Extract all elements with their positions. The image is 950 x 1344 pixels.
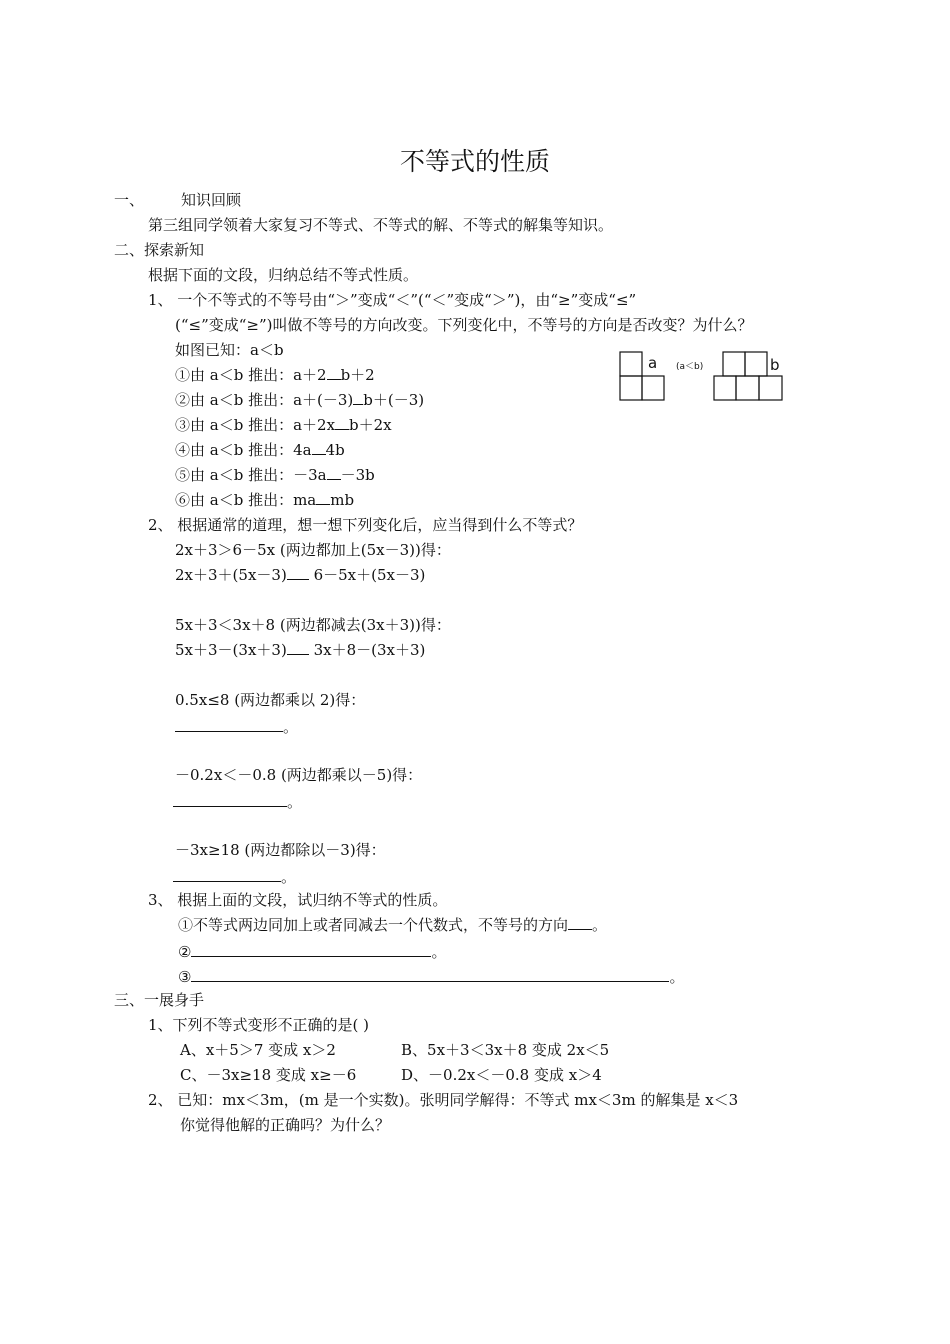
answer-line[interactable]: [173, 790, 287, 807]
page-title: 不等式的性质: [399, 147, 550, 176]
q2-expr-3-answer: 。: [175, 715, 298, 737]
answer-line[interactable]: [175, 715, 283, 732]
answer-blank[interactable]: [312, 440, 326, 455]
answer-line[interactable]: [173, 865, 281, 882]
block-a-bottom-right: [642, 376, 664, 400]
s3-q1-text: 1、下列不等式变形不正确的是( ): [148, 1016, 370, 1034]
figure-label-a: a: [648, 354, 658, 372]
answer-blank[interactable]: [568, 915, 592, 930]
q2-expr-3: 0.5x≤8 (两边都乘以 2)得：: [175, 691, 366, 709]
q2-expr-2-result: 5x＋3－(3x＋3) 3x＋8－(3x＋3): [175, 641, 426, 659]
q3-property-1: ①不等式两边同加上或者同减去一个代数式，不等号的方向 。: [178, 916, 608, 934]
figure-label-mid: (a＜b): [676, 362, 704, 372]
answer-blank[interactable]: [353, 390, 363, 405]
answer-blank[interactable]: [287, 640, 309, 655]
figure-label-b: b: [770, 356, 780, 374]
section-2-intro: 根据下面的文段，归纳总结不等式性质。: [148, 266, 419, 284]
q1-item-2: ②由 a＜b 推出：a＋(－3) b＋(－3): [175, 391, 425, 409]
block-b-top-left: [723, 352, 745, 376]
section-2-heading: 二、探索新知: [114, 241, 205, 259]
section-1-text: 第三组同学领着大家复习不等式、不等式的解、不等式的解集等知识。: [148, 216, 614, 234]
q2-expr-4: －0.2x＜－0.8 (两边都乘以－5)得：: [175, 766, 423, 784]
answer-line[interactable]: [191, 965, 669, 982]
q2-expr-1: 2x＋3＞6－5x (两边都加上(5x－3))得：: [175, 541, 451, 559]
answer-blank[interactable]: [287, 565, 309, 580]
answer-blank[interactable]: [335, 415, 349, 430]
block-b-top-right: [745, 352, 767, 376]
s3-q1-option-b[interactable]: B、5x＋3＜3x＋8 变成 2x＜5: [401, 1041, 610, 1059]
q2-heading: 2、 根据通常的道理，想一想下列变化后，应当得到什么不等式？: [148, 516, 583, 534]
s3-q1-option-d[interactable]: D、－0.2x＜－0.8 变成 x＞4: [401, 1066, 602, 1084]
q1-line1: 1、 一个不等式的不等号由“＞”变成“＜”(“＜”变成“＞”)，由“≥”变成“≤”: [148, 291, 637, 309]
q3-property-3: ③ 。: [178, 965, 684, 987]
q1-item-1: ①由 a＜b 推出：a＋2 b＋2: [175, 366, 375, 384]
q2-expr-5-answer: 。: [173, 865, 296, 887]
block-b-bottom-1: [714, 376, 736, 400]
q2-expr-4-answer: 。: [173, 790, 302, 812]
q3-heading: 3、 根据上面的文段，试归纳不等式的性质。: [148, 891, 448, 909]
block-b-bottom-3: [759, 376, 782, 400]
q1-item-3: ③由 a＜b 推出：a＋2x b＋2x: [175, 416, 392, 434]
s3-q2-line2: 你觉得他解的正确吗？为什么？: [180, 1116, 391, 1134]
block-a-top: [620, 352, 642, 376]
s3-q2-line1: 2、 已知：mx＜3m，(m 是一个实数)。张明同学解得：不等式 mx＜3m 的解集是 x＜3: [148, 1091, 739, 1109]
q1-item-4: ④由 a＜b 推出：4a 4b: [175, 441, 345, 459]
block-b-bottom-2: [736, 376, 759, 400]
block-a-bottom-left: [620, 376, 642, 400]
s3-q1-option-c[interactable]: C、－3x≥18 变成 x≥－6: [180, 1066, 357, 1084]
q1-given: 如图已知：a＜b: [175, 341, 284, 359]
answer-blank[interactable]: [327, 465, 341, 480]
section-1-heading: 知识回顾: [181, 191, 242, 209]
q2-expr-2: 5x＋3＜3x＋8 (两边都减去(3x＋3))得：: [175, 616, 451, 634]
answer-blank[interactable]: [316, 490, 330, 505]
q1-item-5: ⑤由 a＜b 推出：－3a －3b: [175, 466, 375, 484]
answer-blank[interactable]: [327, 365, 341, 380]
s3-q1-option-a[interactable]: A、x＋5＞7 变成 x＞2: [180, 1041, 336, 1059]
section-3-heading: 三、一展身手: [114, 991, 205, 1009]
q2-expr-1-result: 2x＋3＋(5x－3) 6－5x＋(5x－3): [175, 566, 426, 584]
q2-expr-5: －3x≥18 (两边都除以－3)得：: [175, 841, 386, 859]
block-figure: [616, 349, 788, 403]
q1-item-6: ⑥由 a＜b 推出：ma mb: [175, 491, 355, 509]
q1-line2: (“≤”变成“≥”)叫做不等号的方向改变。下列变化中，不等号的方向是否改变？为什么？: [175, 316, 753, 334]
section-1-number: 一、: [114, 191, 145, 209]
answer-line[interactable]: [191, 940, 431, 957]
q3-property-2: ② 。: [178, 940, 446, 962]
